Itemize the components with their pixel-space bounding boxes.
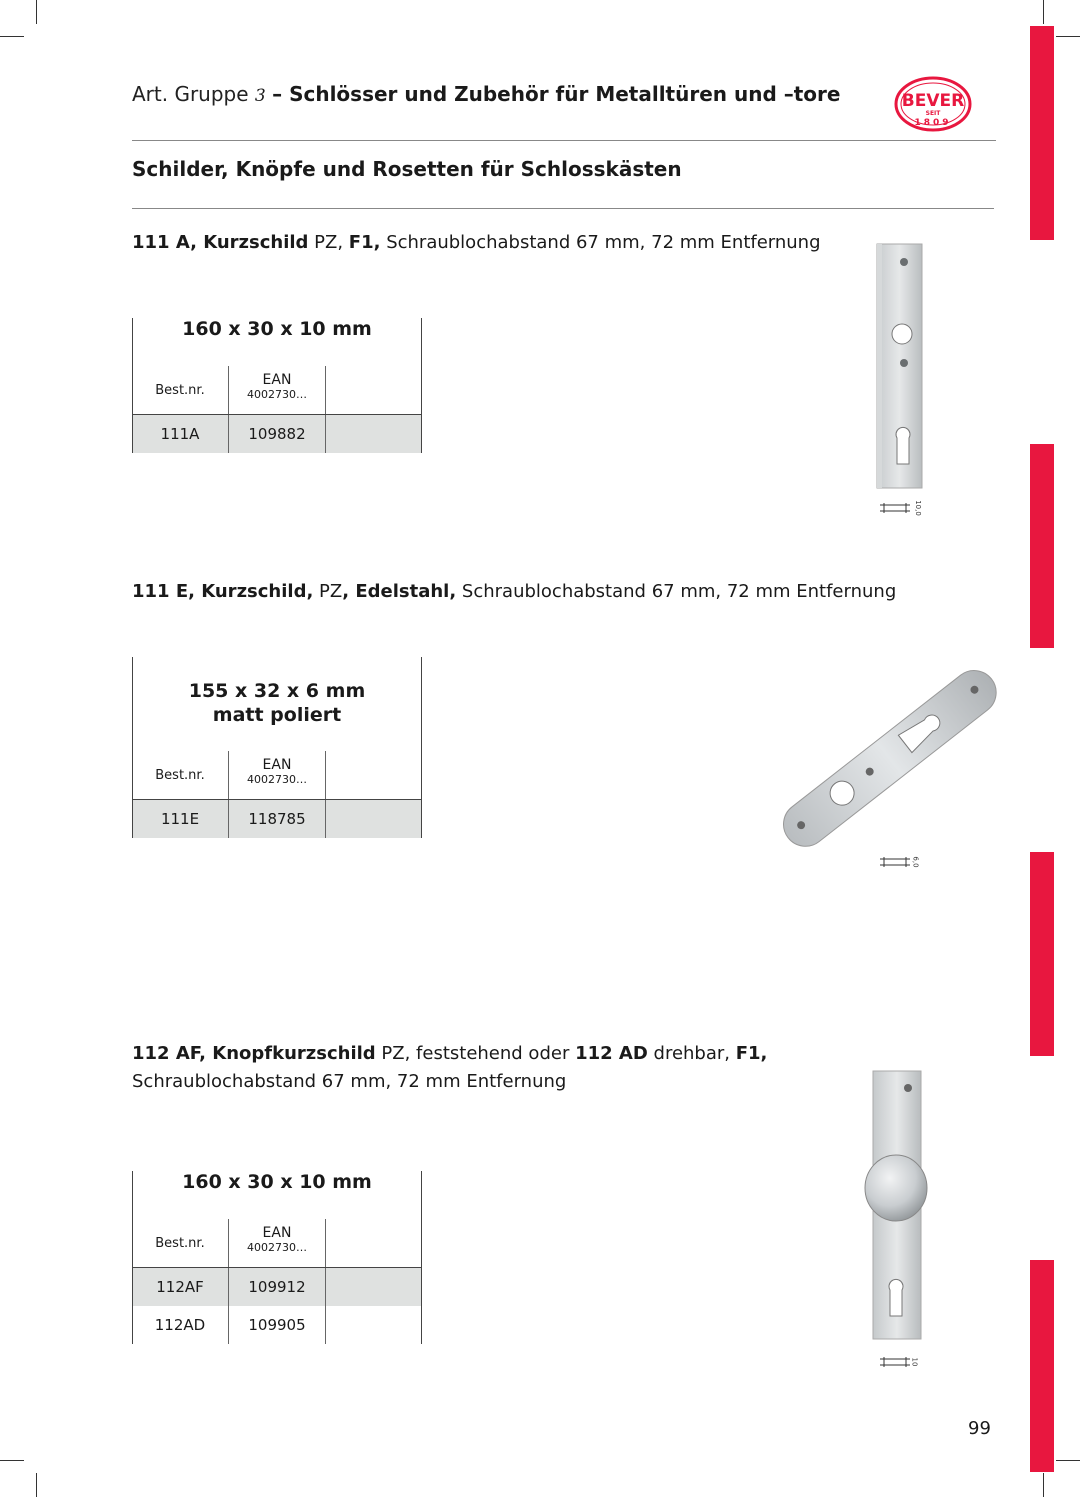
product-spec-bold: F1, xyxy=(348,232,381,253)
product-table xyxy=(132,657,422,838)
product-image-knob-plate xyxy=(860,1068,960,1344)
product-spec: PZ xyxy=(313,581,343,602)
ean-prefix: 4002730… xyxy=(247,773,307,786)
header-title: – Schlösser und Zubehör für Metalltüren und –tore xyxy=(272,82,841,106)
product-description: Schraublochabstand 67 mm, 72 mm Entfernung xyxy=(380,232,821,253)
dimensions: 160 x 30 x 10 mm xyxy=(182,318,372,340)
col-bestnr: Best.nr. xyxy=(155,1235,205,1251)
product-table xyxy=(132,1171,422,1344)
group-number: 3 xyxy=(254,86,266,106)
side-tab xyxy=(1030,1260,1054,1472)
logo-seit: SEIT xyxy=(925,110,941,117)
side-tab xyxy=(1030,26,1054,240)
page-header xyxy=(132,82,840,106)
table-row xyxy=(133,799,421,838)
product-title xyxy=(132,1040,767,1096)
crop-mark xyxy=(36,1473,37,1497)
product-name: 111 A, Kurzschild xyxy=(132,232,309,253)
col-ean xyxy=(228,1219,326,1267)
ean-cell: 118785 xyxy=(228,800,326,838)
ean-cell: 109905 xyxy=(228,1306,326,1344)
thickness-value: 6,0 xyxy=(911,856,920,868)
logo-brand: BEVER xyxy=(901,91,965,111)
section-divider xyxy=(132,208,994,209)
crop-mark xyxy=(0,36,24,37)
logo-year: 1809 xyxy=(914,118,952,128)
ean-label: EAN xyxy=(262,1225,292,1241)
ean-prefix: 4002730… xyxy=(247,388,307,401)
bestnr-cell: 111E xyxy=(160,810,200,828)
crop-mark xyxy=(1056,36,1080,37)
product-name: 112 AF, Knopfkurzschild xyxy=(132,1043,376,1064)
crop-mark xyxy=(1043,1473,1044,1497)
table-row xyxy=(133,1306,421,1344)
table-header xyxy=(133,751,421,799)
bestnr-cell: 112AD xyxy=(154,1316,206,1334)
crop-mark xyxy=(1043,0,1044,24)
product-spec: PZ, feststehend oder xyxy=(375,1043,576,1064)
finish: matt poliert xyxy=(212,704,342,726)
ean-label: EAN xyxy=(262,757,292,773)
ean-cell: 109882 xyxy=(228,415,326,453)
product-description: drehbar, xyxy=(647,1043,736,1064)
crop-mark xyxy=(1056,1460,1080,1461)
product-spec-bold: , Edelstahl, xyxy=(342,581,457,602)
product-spec-bold: F1, xyxy=(735,1043,768,1064)
side-tab xyxy=(1030,444,1054,648)
table-row xyxy=(133,1267,421,1306)
product-spec-bold: 112 AD xyxy=(575,1043,648,1064)
side-tab xyxy=(1030,852,1054,1056)
product-table xyxy=(132,318,422,453)
section-subtitle: Schilder, Knöpfe und Rosetten für Schlosskästen xyxy=(132,157,682,181)
col-ean xyxy=(228,366,326,414)
crop-mark xyxy=(0,1460,24,1461)
ean-label: EAN xyxy=(262,372,292,388)
product-image-stainless-plate xyxy=(770,652,1010,862)
crop-mark xyxy=(36,0,37,24)
bever-logo xyxy=(893,75,973,133)
product-title xyxy=(132,578,896,606)
ean-prefix: 4002730… xyxy=(247,1241,307,1254)
thickness-icon xyxy=(878,502,918,516)
col-bestnr: Best.nr. xyxy=(155,767,205,783)
col-bestnr: Best.nr. xyxy=(155,382,205,398)
product-description: Schraublochabstand 67 mm, 72 mm Entfernung xyxy=(132,1071,567,1092)
table-header xyxy=(133,366,421,414)
bestnr-cell: 111A xyxy=(160,425,200,443)
thickness-value: 10,0 xyxy=(913,500,922,516)
product-description: Schraublochabstand 67 mm, 72 mm Entfernung xyxy=(456,581,897,602)
product-spec: PZ, xyxy=(308,232,349,253)
ean-cell: 109912 xyxy=(228,1268,326,1306)
dimensions: 155 x 32 x 6 mm xyxy=(188,680,366,702)
page-number: 99 xyxy=(968,1418,991,1439)
product-image-short-plate xyxy=(872,242,932,492)
bestnr-cell: 112AF xyxy=(156,1278,204,1296)
dimensions: 160 x 30 x 10 mm xyxy=(182,1171,372,1193)
header-prefix: Art. Gruppe xyxy=(132,82,249,106)
product-title xyxy=(132,229,821,257)
thickness-value: 10 xyxy=(910,1357,919,1367)
product-name: 111 E, Kurzschild, xyxy=(132,581,314,602)
header-divider xyxy=(132,140,996,141)
table-row xyxy=(133,414,421,453)
col-ean xyxy=(228,751,326,799)
table-header xyxy=(133,1219,421,1267)
